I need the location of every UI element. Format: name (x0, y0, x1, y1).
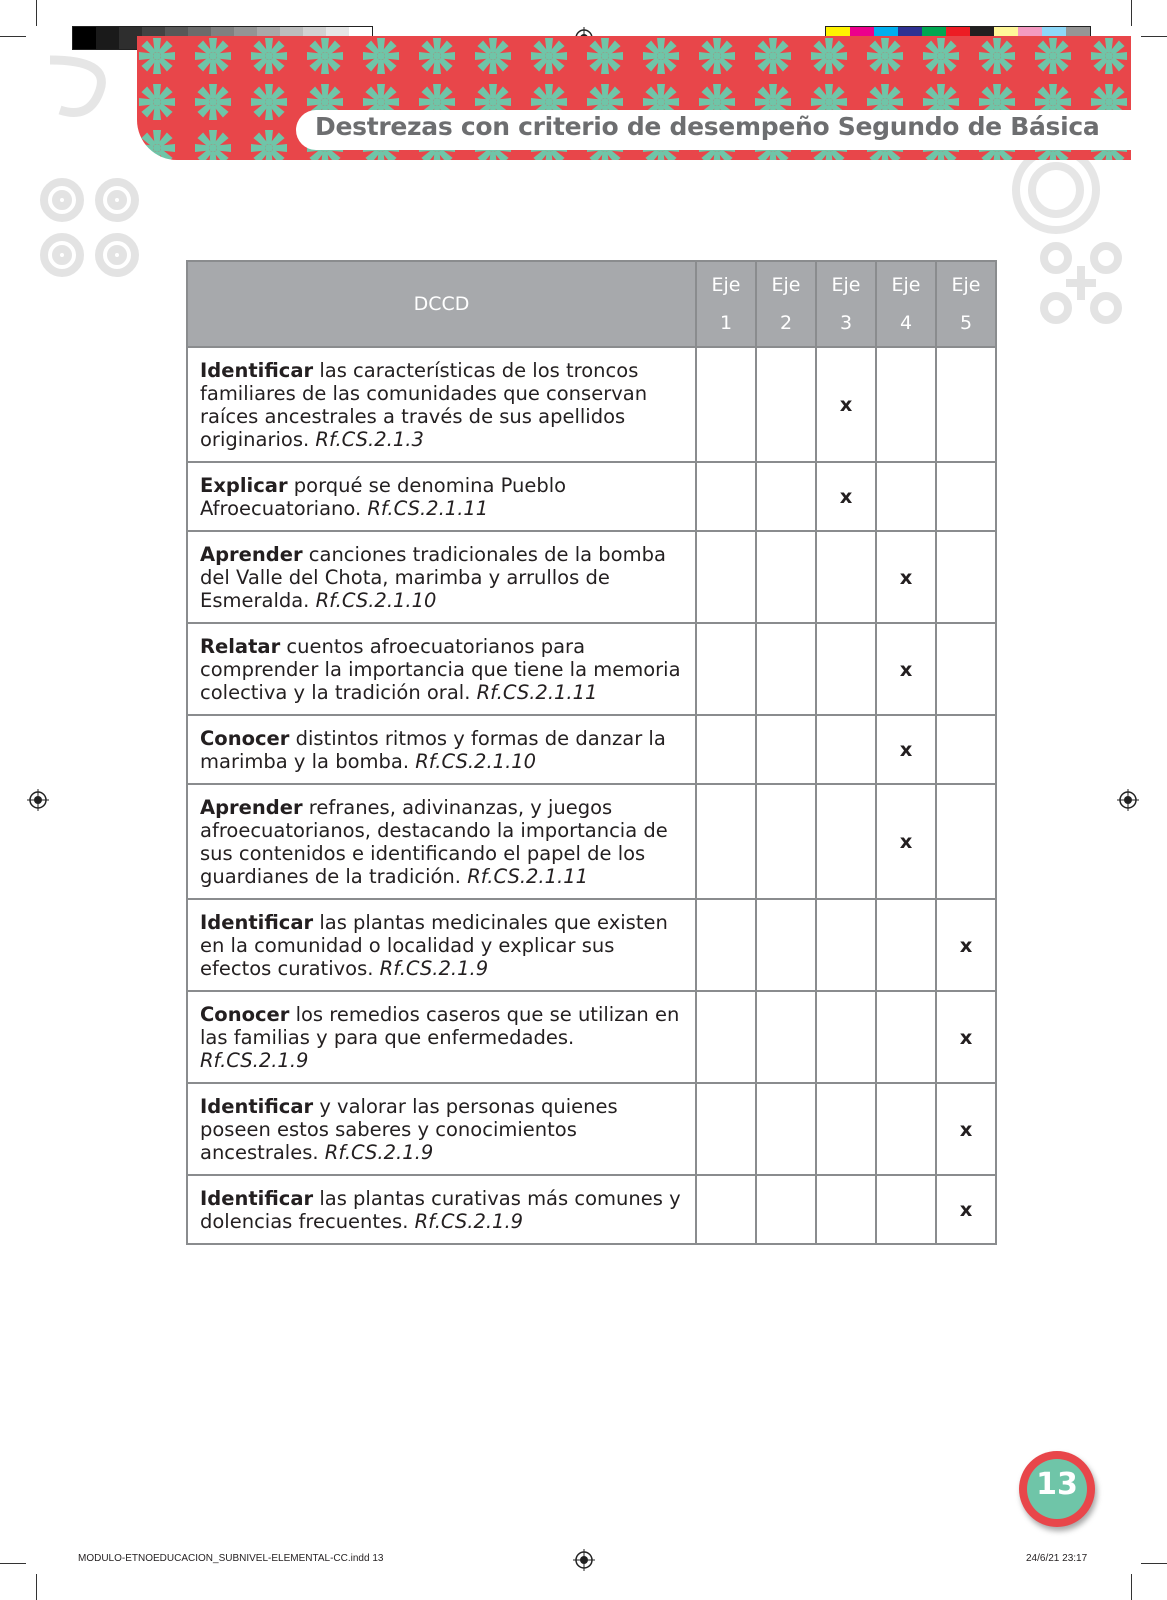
dccd-cell (187, 991, 696, 1083)
eje-header-4 (876, 261, 936, 347)
eje-number: 2 (779, 312, 793, 334)
dccd-text: refranes, adivinanzas, y juegos afroecuatorianos, destacando la importancia de sus contenidos e identificando el papel de los guardianes de la tradición. (200, 796, 668, 888)
crop-mark (0, 1563, 26, 1564)
eje-3-mark (816, 715, 876, 784)
table-row (187, 715, 996, 784)
dccd-cell (187, 715, 696, 784)
table-row (187, 784, 996, 899)
eje-label: Eje (771, 274, 801, 296)
eje-3-mark (816, 784, 876, 899)
dccd-verb: Aprender (200, 543, 303, 566)
footer-filename: MODULO-ETNOEDUCACION_SUBNIVEL-ELEMENTAL-CC.indd 13 (78, 1553, 384, 1564)
dccd-verb: Aprender (200, 796, 303, 819)
eje-label: Eje (891, 274, 921, 296)
dccd-reference: Rf.CS.2.1.9 (200, 1049, 309, 1072)
table-row (187, 462, 996, 531)
footer-date: 24/6/21 23:17 (1026, 1553, 1088, 1564)
dccd-text: distintos ritmos y formas de danzar la marimba y la bomba. (200, 727, 666, 773)
table-row (187, 347, 996, 462)
eje-label: Eje (711, 274, 741, 296)
spiral-ornament-icon (40, 50, 130, 140)
dccd-cell (187, 1175, 696, 1244)
eje-number: 3 (839, 312, 853, 334)
dccd-reference: Rf.CS.2.1.11 (476, 681, 598, 704)
crop-mark (36, 1574, 37, 1600)
eje-number: 4 (899, 312, 913, 334)
spiral-ornament-icon (1006, 160, 1106, 250)
dccd-reference: Rf.CS.2.1.3 (315, 428, 424, 451)
dccd-verb: Relatar (200, 635, 281, 658)
table-row (187, 623, 996, 715)
eje-3-mark: x (816, 347, 876, 462)
dccd-text: las plantas curativas más comunes y dolencias frecuentes. (200, 1187, 681, 1233)
eje-3-mark (816, 899, 876, 991)
eje-3-mark (816, 531, 876, 623)
eje-2-mark (756, 347, 816, 462)
dccd-verb: Identificar (200, 911, 314, 934)
eje-5-mark: x (936, 1083, 996, 1175)
eje-2-mark (756, 784, 816, 899)
crop-mark (36, 0, 37, 26)
eje-1-mark (696, 991, 756, 1083)
registration-mark-icon (27, 789, 49, 811)
eje-4-mark (876, 899, 936, 991)
table-row (187, 1175, 996, 1244)
dccd-reference: Rf.CS.2.1.10 (315, 589, 437, 612)
dccd-verb: Explicar (200, 474, 288, 497)
eje-header-1 (696, 261, 756, 347)
eje-1-mark (696, 1083, 756, 1175)
eje-header-5 (936, 261, 996, 347)
eje-2-mark (756, 1083, 816, 1175)
eje-2-mark (756, 899, 816, 991)
eje-4-mark (876, 991, 936, 1083)
dccd-cell (187, 531, 696, 623)
eje-5-mark (936, 347, 996, 462)
dccd-reference: Rf.CS.2.1.9 (379, 957, 489, 980)
eje-5-mark (936, 462, 996, 531)
eje-4-mark (876, 462, 936, 531)
crop-mark (1141, 36, 1167, 37)
dccd-reference: Rf.CS.2.1.10 (415, 750, 537, 773)
dccd-text: porqué se denomina Pueblo Afroecuatoriano. (200, 474, 567, 520)
dccd-header: DCCD (187, 261, 696, 347)
eje-1-mark (696, 784, 756, 899)
eje-4-mark: x (876, 784, 936, 899)
eje-3-mark (816, 1083, 876, 1175)
eje-2-mark (756, 531, 816, 623)
page-number-badge (1019, 1451, 1095, 1527)
eje-3-mark (816, 1175, 876, 1244)
dccd-text: cuentos afroecuatorianos para comprender la importancia que tiene la memoria colectiva y la tradición oral. (200, 635, 681, 704)
eje-1-mark (696, 531, 756, 623)
dccd-text: las características de los troncos familiares de las comunidades que conservan raíces ancestrales a través de sus apellidos originarios. (200, 359, 648, 451)
eje-1-mark (696, 715, 756, 784)
registration-mark-icon (573, 1549, 595, 1571)
eje-5-mark (936, 623, 996, 715)
eje-1-mark (696, 899, 756, 991)
crop-mark (1141, 1563, 1167, 1564)
eje-4-mark: x (876, 715, 936, 784)
table-row (187, 1083, 996, 1175)
dccd-verb: Identificar (200, 1095, 314, 1118)
dccd-cell (187, 462, 696, 531)
eje-5-mark (936, 715, 996, 784)
dccd-cell (187, 899, 696, 991)
eje-label: Eje (831, 274, 861, 296)
eje-5-mark (936, 531, 996, 623)
eje-5-mark: x (936, 991, 996, 1083)
spiral-ornament-icon (32, 170, 147, 285)
eje-1-mark (696, 462, 756, 531)
eje-number: 1 (719, 312, 733, 334)
knot-ornament-icon (1036, 238, 1126, 328)
crop-mark (1131, 0, 1132, 26)
dccd-verb: Identificar (200, 1187, 314, 1210)
crop-mark (0, 36, 26, 37)
dccd-verb: Conocer (200, 1003, 290, 1026)
dccd-cell (187, 1083, 696, 1175)
eje-4-mark (876, 347, 936, 462)
eje-number: 5 (959, 312, 973, 334)
table-row (187, 991, 996, 1083)
dccd-text: y valorar las personas quienes poseen estos saberes y conocimientos ancestrales. (200, 1095, 618, 1164)
eje-4-mark: x (876, 623, 936, 715)
eje-4-mark: x (876, 531, 936, 623)
table-row (187, 531, 996, 623)
eje-1-mark (696, 347, 756, 462)
eje-3-mark (816, 991, 876, 1083)
eje-2-mark (756, 991, 816, 1083)
eje-4-mark (876, 1083, 936, 1175)
dccd-text: los remedios caseros que se utilizan en las familias y para que enfermedades. (200, 1003, 680, 1049)
dccd-text: canciones tradicionales de la bomba del Valle del Chota, marimba y arrullos de Esmeralda. (200, 543, 666, 612)
eje-5-mark (936, 784, 996, 899)
eje-header-2 (756, 261, 816, 347)
dccd-reference: Rf.CS.2.1.9 (414, 1210, 524, 1233)
eje-1-mark (696, 1175, 756, 1244)
dccd-reference: Rf.CS.2.1.9 (324, 1141, 434, 1164)
eje-5-mark: x (936, 1175, 996, 1244)
eje-3-mark (816, 623, 876, 715)
eje-2-mark (756, 715, 816, 784)
dccd-cell (187, 784, 696, 899)
table-row (187, 899, 996, 991)
dccd-text: las plantas medicinales que existen en la comunidad o localidad y explicar sus efectos curativos. (200, 911, 668, 980)
page-number: 13 (1036, 1467, 1078, 1502)
eje-4-mark (876, 1175, 936, 1244)
dccd-table (186, 260, 997, 1245)
page-title: Destrezas con criterio de desempeño Segundo de Básica (315, 112, 1100, 141)
eje-2-mark (756, 1175, 816, 1244)
dccd-cell (187, 347, 696, 462)
registration-mark-icon (1117, 789, 1139, 811)
dccd-reference: Rf.CS.2.1.11 (367, 497, 489, 520)
crop-mark (1131, 1574, 1132, 1600)
dccd-reference: Rf.CS.2.1.11 (467, 865, 589, 888)
table-header-row (187, 261, 996, 347)
eje-5-mark: x (936, 899, 996, 991)
dccd-cell (187, 623, 696, 715)
eje-2-mark (756, 623, 816, 715)
eje-3-mark: x (816, 462, 876, 531)
eje-1-mark (696, 623, 756, 715)
eje-label: Eje (951, 274, 981, 296)
eje-header-3 (816, 261, 876, 347)
eje-2-mark (756, 462, 816, 531)
dccd-verb: Conocer (200, 727, 290, 750)
dccd-verb: Identificar (200, 359, 314, 382)
